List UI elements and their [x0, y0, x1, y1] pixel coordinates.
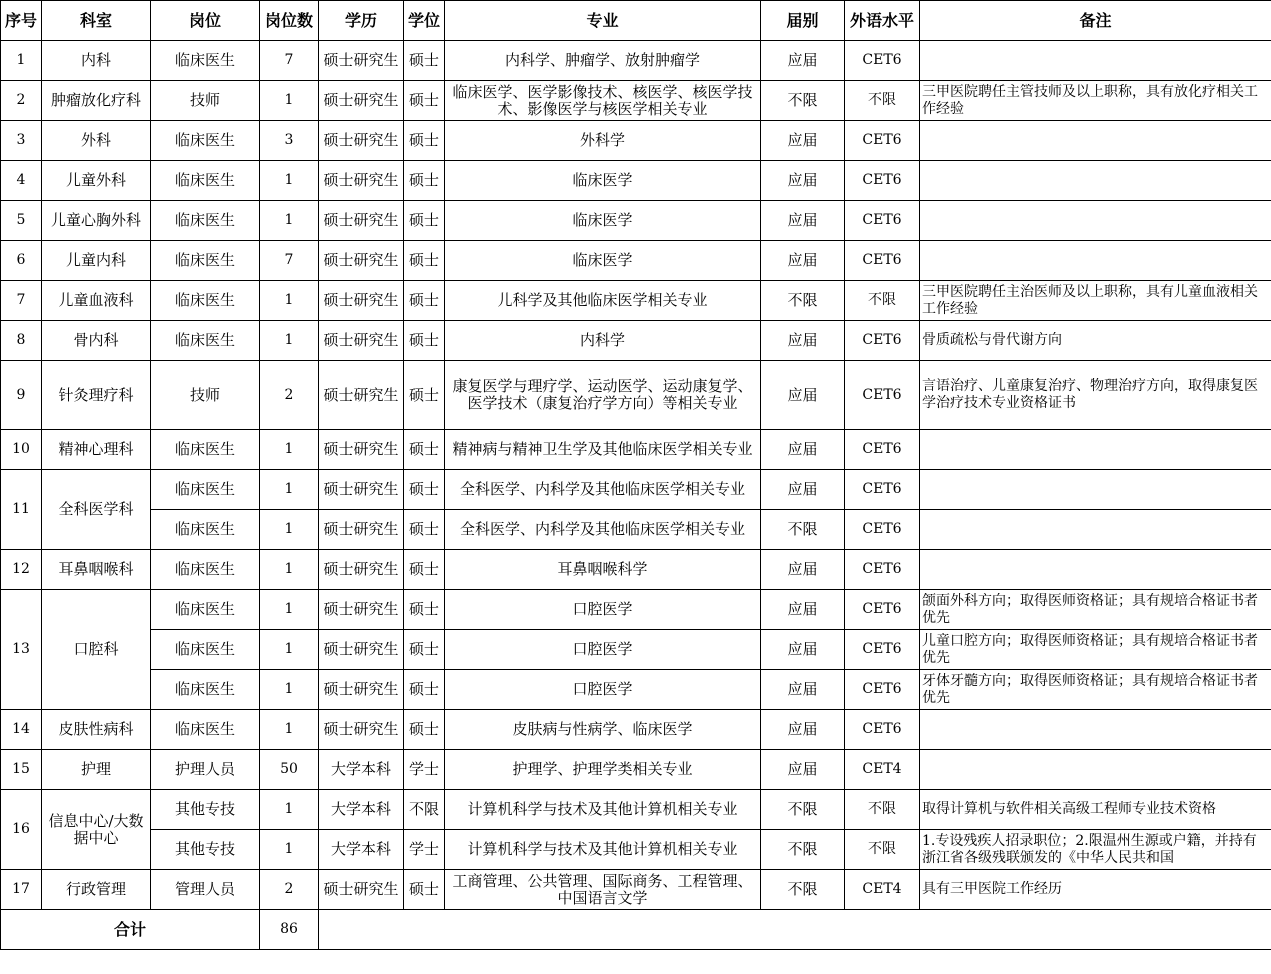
cell-edu: 大学本科 — [319, 830, 404, 870]
table-row — [1, 430, 1271, 470]
cell-count: 1 — [260, 830, 319, 870]
cell-count: 1 — [260, 201, 319, 241]
cell-note — [920, 750, 1271, 790]
cell-post: 临床医生 — [151, 470, 260, 510]
cell-major-text: 耳鼻咽喉科学 — [557, 561, 648, 578]
cell-degree: 硕士 — [404, 361, 445, 430]
cell-edu: 硕士研究生 — [319, 241, 404, 281]
cell-note-text: 骨质疏松与骨代谢方向 — [922, 332, 1062, 348]
cell-post: 临床医生 — [151, 670, 260, 710]
cell-edu: 硕士研究生 — [319, 161, 404, 201]
cell-dept: 精神心理科 — [42, 430, 151, 470]
cell-major — [445, 510, 761, 550]
cell-cohort: 应届 — [761, 161, 845, 201]
cell-major — [445, 161, 761, 201]
cell-note — [920, 470, 1271, 510]
header-cell-major: 专业 — [445, 1, 761, 41]
cell-note — [920, 201, 1271, 241]
cell-dept: 皮肤性病科 — [42, 710, 151, 750]
cell-lang: CET6 — [845, 630, 920, 670]
cell-major — [445, 630, 761, 670]
cell-edu: 硕士研究生 — [319, 710, 404, 750]
cell-degree: 硕士 — [404, 470, 445, 510]
cell-cohort: 应届 — [761, 750, 845, 790]
table-row — [1, 81, 1271, 121]
cell-post: 临床医生 — [151, 710, 260, 750]
cell-count: 1 — [260, 510, 319, 550]
cell-post: 其他专技 — [151, 830, 260, 870]
cell-major-text: 计算机科学与技术及其他计算机相关专业 — [467, 841, 738, 858]
cell-major — [445, 361, 761, 430]
cell-lang: CET6 — [845, 121, 920, 161]
cell-major-text: 精神病与精神卫生学及其他临床医学相关专业 — [452, 441, 753, 458]
table-row — [1, 470, 1271, 510]
cell-post: 临床医生 — [151, 630, 260, 670]
table-row — [1, 670, 1271, 710]
cell-major-text: 全科医学、内科学及其他临床医学相关专业 — [459, 481, 745, 498]
cell-note — [920, 161, 1271, 201]
cell-major-text: 儿科学及其他临床医学相关专业 — [497, 292, 708, 309]
table-row — [1, 510, 1271, 550]
cell-major-text: 护理学、护理学类相关专业 — [512, 761, 693, 778]
cell-no: 2 — [1, 81, 42, 121]
cell-cohort: 不限 — [761, 81, 845, 121]
cell-note — [920, 590, 1271, 630]
cell-edu: 硕士研究生 — [319, 670, 404, 710]
cell-major-text: 外科学 — [579, 132, 625, 149]
cell-lang: 不限 — [845, 81, 920, 121]
cell-major — [445, 870, 761, 910]
cell-lang: CET6 — [845, 41, 920, 81]
cell-no: 1 — [1, 41, 42, 81]
cell-note — [920, 830, 1271, 870]
header-cell-post: 岗位 — [151, 1, 260, 41]
cell-cohort: 应届 — [761, 590, 845, 630]
cell-lang: CET6 — [845, 321, 920, 361]
cell-count: 1 — [260, 630, 319, 670]
cell-dept: 儿童血液科 — [42, 281, 151, 321]
cell-major-text: 临床医学 — [572, 212, 633, 229]
cell-no: 17 — [1, 870, 42, 910]
table-row — [1, 281, 1271, 321]
cell-major — [445, 321, 761, 361]
cell-post: 技师 — [151, 361, 260, 430]
cell-dept: 儿童心胸外科 — [42, 201, 151, 241]
cell-count: 3 — [260, 121, 319, 161]
cell-major — [445, 590, 761, 630]
table-row — [1, 41, 1271, 81]
cell-degree: 硕士 — [404, 161, 445, 201]
cell-note — [920, 510, 1271, 550]
cell-degree: 学士 — [404, 830, 445, 870]
cell-dept: 耳鼻咽喉科 — [42, 550, 151, 590]
cell-edu: 硕士研究生 — [319, 361, 404, 430]
cell-lang: 不限 — [845, 830, 920, 870]
table-row — [1, 710, 1271, 750]
cell-no: 6 — [1, 241, 42, 281]
cell-major-text: 全科医学、内科学及其他临床医学相关专业 — [459, 521, 745, 538]
cell-dept: 儿童外科 — [42, 161, 151, 201]
cell-edu: 硕士研究生 — [319, 281, 404, 321]
cell-note — [920, 870, 1271, 910]
cell-note — [920, 790, 1271, 830]
cell-note — [920, 630, 1271, 670]
cell-dept: 肿瘤放化疗科 — [42, 81, 151, 121]
cell-major-text: 口腔医学 — [572, 601, 633, 618]
table-row — [1, 590, 1271, 630]
cell-degree: 不限 — [404, 790, 445, 830]
cell-count: 1 — [260, 430, 319, 470]
cell-edu: 硕士研究生 — [319, 121, 404, 161]
cell-no: 13 — [1, 590, 42, 710]
cell-note-text: 颌面外科方向；取得医师资格证；具有规培合格证书者优先 — [922, 592, 1258, 626]
cell-degree: 硕士 — [404, 121, 445, 161]
cell-post: 临床医生 — [151, 430, 260, 470]
cell-dept: 儿童内科 — [42, 241, 151, 281]
cell-lang: CET6 — [845, 241, 920, 281]
table-row — [1, 750, 1271, 790]
cell-count: 1 — [260, 590, 319, 630]
cell-count: 7 — [260, 241, 319, 281]
cell-dept: 骨内科 — [42, 321, 151, 361]
cell-post: 临床医生 — [151, 321, 260, 361]
header-cell-edu: 学历 — [319, 1, 404, 41]
cell-lang: CET6 — [845, 430, 920, 470]
cell-note — [920, 41, 1271, 81]
cell-note-text: 三甲医院聘任主管技师及以上职称，具有放化疗相关工作经验 — [922, 83, 1258, 117]
cell-edu: 大学本科 — [319, 790, 404, 830]
cell-lang: CET6 — [845, 550, 920, 590]
cell-edu: 硕士研究生 — [319, 870, 404, 910]
cell-note-text: 具有三甲医院工作经历 — [922, 881, 1062, 897]
cell-lang: 不限 — [845, 281, 920, 321]
cell-post: 临床医生 — [151, 510, 260, 550]
cell-count: 1 — [260, 550, 319, 590]
cell-major-text: 临床医学 — [572, 252, 633, 269]
cell-major — [445, 41, 761, 81]
cell-degree: 硕士 — [404, 710, 445, 750]
header-row — [1, 1, 1271, 41]
cell-lang: CET6 — [845, 470, 920, 510]
cell-post: 临床医生 — [151, 550, 260, 590]
table-row — [1, 550, 1271, 590]
cell-no: 8 — [1, 321, 42, 361]
cell-edu: 硕士研究生 — [319, 590, 404, 630]
cell-cohort: 应届 — [761, 470, 845, 510]
cell-post: 临床医生 — [151, 281, 260, 321]
cell-major — [445, 121, 761, 161]
cell-count: 1 — [260, 470, 319, 510]
cell-no: 14 — [1, 710, 42, 750]
cell-no: 9 — [1, 361, 42, 430]
cell-lang: CET6 — [845, 710, 920, 750]
cell-cohort: 应届 — [761, 41, 845, 81]
total-row — [1, 910, 1271, 950]
cell-major — [445, 790, 761, 830]
cell-dept: 外科 — [42, 121, 151, 161]
cell-degree: 硕士 — [404, 590, 445, 630]
cell-note-text: 言语治疗、儿童康复治疗、物理治疗方向，取得康复医学治疗技术专业资格证书 — [922, 378, 1258, 411]
cell-note-text: 儿童口腔方向；取得医师资格证；具有规培合格证书者优先 — [922, 632, 1258, 666]
cell-lang: CET6 — [845, 670, 920, 710]
cell-edu: 硕士研究生 — [319, 630, 404, 670]
cell-major — [445, 750, 761, 790]
header-cell-count: 岗位数 — [260, 1, 319, 41]
cell-major-text: 内科学、肿瘤学、放射肿瘤学 — [504, 52, 700, 69]
cell-no: 3 — [1, 121, 42, 161]
cell-no: 11 — [1, 470, 42, 550]
cell-post: 临床医生 — [151, 590, 260, 630]
cell-edu: 硕士研究生 — [319, 470, 404, 510]
cell-major-text: 康复医学与理疗学、运动医学、运动康复学、医学技术（康复治疗学方向）等相关专业 — [452, 378, 753, 412]
cell-no: 5 — [1, 201, 42, 241]
cell-post: 临床医生 — [151, 161, 260, 201]
cell-degree: 硕士 — [404, 281, 445, 321]
cell-no: 7 — [1, 281, 42, 321]
cell-lang: CET6 — [845, 201, 920, 241]
cell-edu: 大学本科 — [319, 750, 404, 790]
cell-post: 临床医生 — [151, 41, 260, 81]
cell-lang: CET4 — [845, 870, 920, 910]
table-row — [1, 321, 1271, 361]
cell-degree: 硕士 — [404, 321, 445, 361]
header-cell-dept: 科室 — [42, 1, 151, 41]
cell-dept: 内科 — [42, 41, 151, 81]
cell-cohort: 不限 — [761, 790, 845, 830]
total-label: 合计 — [1, 910, 260, 950]
cell-count: 7 — [260, 41, 319, 81]
cell-major-text: 内科学 — [579, 332, 625, 349]
cell-edu: 硕士研究生 — [319, 430, 404, 470]
cell-post: 临床医生 — [151, 201, 260, 241]
cell-degree: 硕士 — [404, 81, 445, 121]
cell-note-text: 三甲医院聘任主治医师及以上职称，具有儿童血液相关工作经验 — [922, 283, 1258, 317]
cell-note — [920, 430, 1271, 470]
cell-note — [920, 81, 1271, 121]
cell-count: 50 — [260, 750, 319, 790]
cell-major-text: 临床医学、医学影像技术、核医学、核医学技术、影像医学与核医学相关专业 — [452, 83, 753, 118]
cell-dept: 护理 — [42, 750, 151, 790]
cell-edu: 硕士研究生 — [319, 550, 404, 590]
cell-count: 1 — [260, 670, 319, 710]
cell-lang: CET4 — [845, 750, 920, 790]
cell-dept: 信息中心/大数据中心 — [42, 790, 151, 870]
cell-degree: 硕士 — [404, 630, 445, 670]
cell-lang: CET6 — [845, 161, 920, 201]
cell-note-text: 1.专设残疾人招录职位；2.限温州生源或户籍，并持有浙江省各级残联颁发的《中华人民共和国 — [922, 832, 1257, 866]
cell-count: 1 — [260, 161, 319, 201]
cell-cohort: 不限 — [761, 510, 845, 550]
cell-note — [920, 281, 1271, 321]
cell-lang: CET6 — [845, 590, 920, 630]
cell-note — [920, 550, 1271, 590]
cell-note-text: 牙体牙髓方向；取得医师资格证；具有规培合格证书者优先 — [922, 672, 1258, 706]
cell-degree: 硕士 — [404, 510, 445, 550]
cell-degree: 硕士 — [404, 41, 445, 81]
cell-degree: 硕士 — [404, 870, 445, 910]
cell-cohort: 应届 — [761, 550, 845, 590]
cell-no: 10 — [1, 430, 42, 470]
cell-cohort: 不限 — [761, 830, 845, 870]
cell-cohort: 应届 — [761, 241, 845, 281]
cell-major-text: 口腔医学 — [572, 681, 633, 698]
header-cell-lang: 外语水平 — [845, 1, 920, 41]
header-cell-cohort: 届别 — [761, 1, 845, 41]
cell-dept: 针灸理疗科 — [42, 361, 151, 430]
table-row — [1, 790, 1271, 830]
cell-edu: 硕士研究生 — [319, 321, 404, 361]
cell-degree: 硕士 — [404, 670, 445, 710]
cell-dept: 口腔科 — [42, 590, 151, 710]
header-cell-no: 序号 — [1, 1, 42, 41]
cell-major — [445, 670, 761, 710]
cell-major-text: 口腔医学 — [572, 641, 633, 658]
cell-major-text: 工商管理、公共管理、国际商务、工程管理、中国语言文学 — [452, 872, 753, 907]
cell-count: 1 — [260, 321, 319, 361]
cell-major — [445, 710, 761, 750]
cell-no: 4 — [1, 161, 42, 201]
cell-post: 临床医生 — [151, 121, 260, 161]
cell-count: 1 — [260, 790, 319, 830]
cell-lang: CET6 — [845, 361, 920, 430]
cell-major — [445, 241, 761, 281]
cell-edu: 硕士研究生 — [319, 41, 404, 81]
cell-note — [920, 241, 1271, 281]
cell-post: 技师 — [151, 81, 260, 121]
cell-cohort: 应届 — [761, 201, 845, 241]
cell-no: 12 — [1, 550, 42, 590]
cell-degree: 学士 — [404, 750, 445, 790]
cell-major — [445, 281, 761, 321]
table-row — [1, 121, 1271, 161]
table-row — [1, 870, 1271, 910]
cell-count: 2 — [260, 870, 319, 910]
cell-edu: 硕士研究生 — [319, 81, 404, 121]
cell-note — [920, 321, 1271, 361]
cell-major — [445, 830, 761, 870]
cell-dept: 全科医学科 — [42, 470, 151, 550]
cell-lang: 不限 — [845, 790, 920, 830]
header-cell-note: 备注 — [920, 1, 1271, 41]
cell-cohort: 应届 — [761, 121, 845, 161]
cell-cohort: 不限 — [761, 870, 845, 910]
cell-cohort: 应届 — [761, 361, 845, 430]
cell-post: 护理人员 — [151, 750, 260, 790]
cell-degree: 硕士 — [404, 241, 445, 281]
cell-edu: 硕士研究生 — [319, 201, 404, 241]
cell-degree: 硕士 — [404, 430, 445, 470]
cell-major-text: 皮肤病与性病学、临床医学 — [512, 721, 693, 738]
table-row — [1, 161, 1271, 201]
table-row — [1, 830, 1271, 870]
cell-count: 1 — [260, 710, 319, 750]
cell-cohort: 应届 — [761, 710, 845, 750]
cell-major — [445, 430, 761, 470]
cell-major-text: 临床医学 — [572, 172, 633, 189]
cell-dept: 行政管理 — [42, 870, 151, 910]
cell-major — [445, 550, 761, 590]
total-empty — [319, 910, 1271, 950]
cell-edu: 硕士研究生 — [319, 510, 404, 550]
table-row — [1, 201, 1271, 241]
cell-count: 2 — [260, 361, 319, 430]
total-value: 86 — [260, 910, 319, 950]
header-cell-degree: 学位 — [404, 1, 445, 41]
table-row — [1, 241, 1271, 281]
cell-count: 1 — [260, 281, 319, 321]
cell-count: 1 — [260, 81, 319, 121]
cell-no: 15 — [1, 750, 42, 790]
cell-major — [445, 470, 761, 510]
cell-cohort: 应届 — [761, 430, 845, 470]
cell-major — [445, 201, 761, 241]
cell-major — [445, 81, 761, 121]
cell-post: 管理人员 — [151, 870, 260, 910]
cell-note-text: 取得计算机与软件相关高级工程师专业技术资格 — [922, 801, 1216, 817]
cell-note — [920, 670, 1271, 710]
cell-degree: 硕士 — [404, 550, 445, 590]
table-row — [1, 630, 1271, 670]
cell-cohort: 不限 — [761, 281, 845, 321]
cell-post: 其他专技 — [151, 790, 260, 830]
cell-note — [920, 710, 1271, 750]
cell-note — [920, 121, 1271, 161]
cell-lang: CET6 — [845, 510, 920, 550]
cell-post: 临床医生 — [151, 241, 260, 281]
cell-no: 16 — [1, 790, 42, 870]
cell-note — [920, 361, 1271, 430]
cell-degree: 硕士 — [404, 201, 445, 241]
table-row — [1, 361, 1271, 430]
cell-cohort: 应届 — [761, 670, 845, 710]
cell-cohort: 应届 — [761, 630, 845, 670]
cell-cohort: 应届 — [761, 321, 845, 361]
cell-major-text: 计算机科学与技术及其他计算机相关专业 — [467, 801, 738, 818]
